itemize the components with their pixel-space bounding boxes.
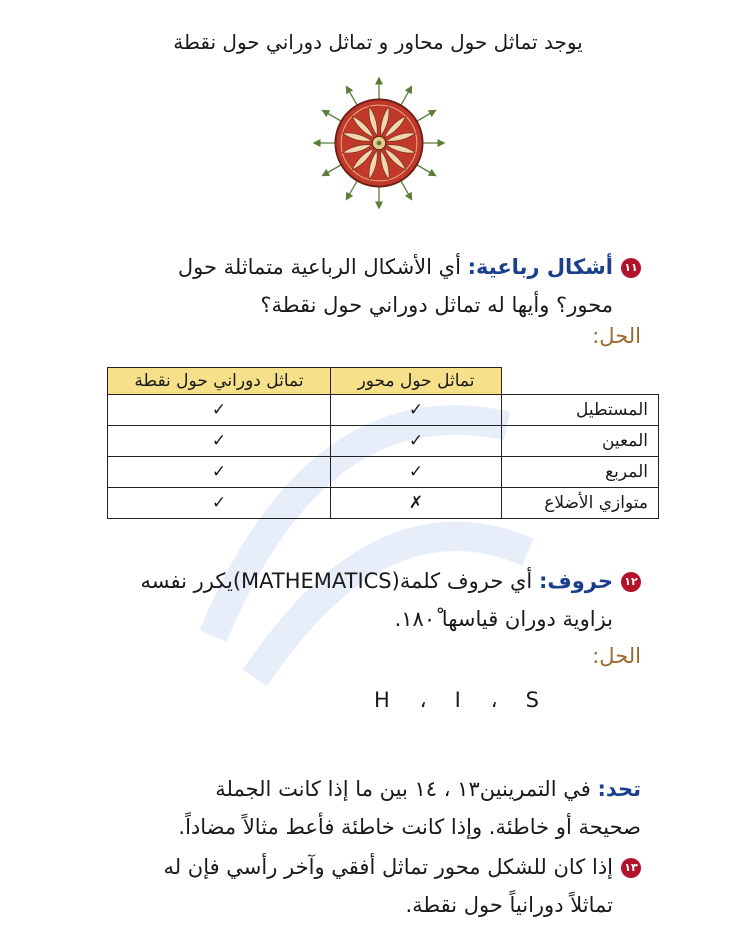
question-13-line-1 xyxy=(101,848,641,886)
question-12 xyxy=(101,562,641,638)
rotation-mark: ✓ xyxy=(108,488,331,519)
shape-name: المستطيل xyxy=(502,395,659,426)
question-13-text-2: تماثلاً دورانياً حول نقطة. xyxy=(405,893,613,917)
rotation-mark: ✓ xyxy=(108,395,331,426)
letters-answer xyxy=(360,688,555,712)
answer-separator: ، xyxy=(419,688,427,712)
question-12-title: حروف: xyxy=(538,569,613,593)
question-12-text-2: بزاوية دوران قياسها ١٨٠ْ. xyxy=(394,607,613,631)
shape-name: متوازي الأضلاع xyxy=(502,488,659,519)
question-number-badge: ١١ xyxy=(621,258,641,278)
challenge-line-1 xyxy=(101,770,641,808)
rosette-symmetry-figure xyxy=(308,72,450,214)
table-header-axis: تماثل حول محور xyxy=(331,368,502,395)
shape-name: المعين xyxy=(502,426,659,457)
answer-letter: I xyxy=(454,688,463,712)
table-row xyxy=(108,395,659,426)
challenge-block xyxy=(101,770,641,846)
answer-letter: S xyxy=(525,688,541,712)
axis-mark: ✓ xyxy=(331,395,502,426)
table-header-rotation: تماثل دوراني حول نقطة xyxy=(108,368,331,395)
shape-name: المربع xyxy=(502,457,659,488)
axis-mark: ✗ xyxy=(331,488,502,519)
answer-letter: H xyxy=(374,688,392,712)
question-13-text-1: إذا كان للشكل محور تماثل أفقي وآخر رأسي فإن له xyxy=(163,855,613,879)
question-12-text-1: أي حروف كلمة(MATHEMATICS)يكرر نفسه xyxy=(140,569,539,593)
rotation-mark: ✓ xyxy=(108,426,331,457)
question-11-title: أشكال رباعية: xyxy=(467,255,613,279)
question-number-badge: ١٢ xyxy=(621,572,641,592)
solution-label-2: الحل: xyxy=(592,644,641,668)
rotation-mark: ✓ xyxy=(108,457,331,488)
axis-mark: ✓ xyxy=(331,457,502,488)
axis-mark: ✓ xyxy=(331,426,502,457)
solution-label-1: الحل: xyxy=(592,324,641,348)
question-13 xyxy=(101,848,641,924)
symmetry-table xyxy=(107,367,659,519)
table-header-row xyxy=(108,368,659,395)
question-11-text-2: محور؟ وأيها له تماثل دوراني حول نقطة؟ xyxy=(260,293,613,317)
answer-separator: ، xyxy=(490,688,498,712)
table-row xyxy=(108,488,659,519)
challenge-title: تحد: xyxy=(597,777,641,801)
table-row xyxy=(108,457,659,488)
question-number-badge: ١٣ xyxy=(621,858,641,878)
intro-text: يوجد تماثل حول محاور و تماثل دوراني حول نقطة xyxy=(173,30,583,54)
challenge-text-2: صحيحة أو خاطئة. وإذا كانت خاطئة فأعط مثالاً مضاداً. xyxy=(178,815,641,839)
table-header-blank xyxy=(502,368,659,395)
question-11-line-1 xyxy=(101,248,641,286)
question-11 xyxy=(101,248,641,324)
question-12-line-1 xyxy=(101,562,641,600)
challenge-text-1: في التمرينين١٣ ، ١٤ بين ما إذا كانت الجملة xyxy=(215,777,598,801)
table-row xyxy=(108,426,659,457)
question-11-text-1: أي الأشكال الرباعية متماثلة حول xyxy=(177,255,468,279)
